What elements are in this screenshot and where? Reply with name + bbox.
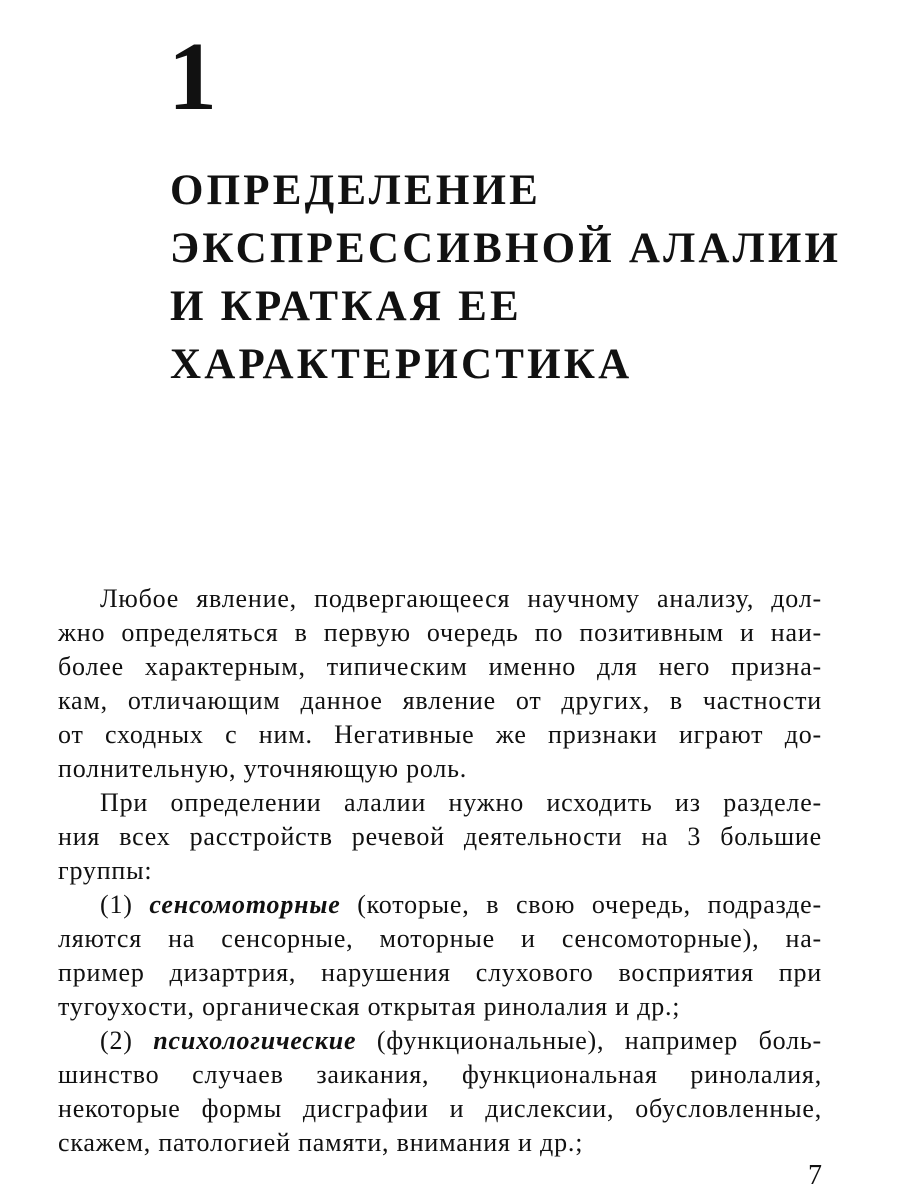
text-fragment: (функциональные), например боль- (376, 1026, 822, 1055)
text-line: шинство случаев заикания, функциональная ринолалия, (58, 1060, 822, 1089)
text-line: жно определяться в первую очередь по позитивным и наи- (58, 618, 822, 647)
chapter-title-line: ХАРАКТЕРИСТИКА (170, 341, 633, 388)
text-line: некоторые формы дисграфии и дислексии, обусловленные, (58, 1094, 822, 1123)
chapter-title-line: ЭКСПРЕССИВНОЙ АЛАЛИИ (170, 225, 842, 272)
text-line: ляются на сенсорные, моторные и сенсомоторные), на- (58, 924, 822, 953)
text-line: Любое явление, подвергающееся научному анализу, дол- (100, 584, 822, 613)
body-text (58, 582, 822, 1160)
list-marker: (1) (100, 890, 133, 919)
text-line: от сходных с ним. Негативные же признаки играют до- (58, 720, 822, 749)
term-psychological: психологические (153, 1026, 357, 1055)
chapter-number: 1 (168, 23, 217, 131)
text-line: ния всех расстройств речевой деятельности на 3 большие (58, 822, 822, 851)
list-item-first-line (58, 888, 822, 922)
text-line: кам, отличающим данное явление от других, в частности (58, 686, 822, 715)
chapter-title-line: ОПРЕДЕЛЕНИЕ (170, 167, 542, 214)
list-marker: (2) (100, 1026, 133, 1055)
chapter-title-line: И КРАТКАЯ ЕЕ (170, 283, 522, 330)
text-line: тугоухости, органическая открытая ринолалия и др.; (58, 992, 681, 1021)
page-number: 7 (808, 1160, 822, 1191)
text-line: При определении алалии нужно исходить из разделе- (100, 788, 822, 817)
text-line: скажем, патологией памяти, внимания и др.; (58, 1128, 584, 1157)
text-fragment: (которые, в свою очередь, подразде- (357, 890, 822, 919)
chapter-title (170, 162, 841, 394)
text-line: пример дизартрия, нарушения слухового восприятия при (58, 958, 822, 987)
text-line: полнительную, уточняющую роль. (58, 754, 468, 783)
list-item-first-line (58, 1024, 822, 1058)
text-line: группы: (58, 856, 153, 885)
text-line: более характерным, типическим именно для него призна- (58, 652, 822, 681)
term-sensomotor: сенсомоторные (149, 890, 341, 919)
